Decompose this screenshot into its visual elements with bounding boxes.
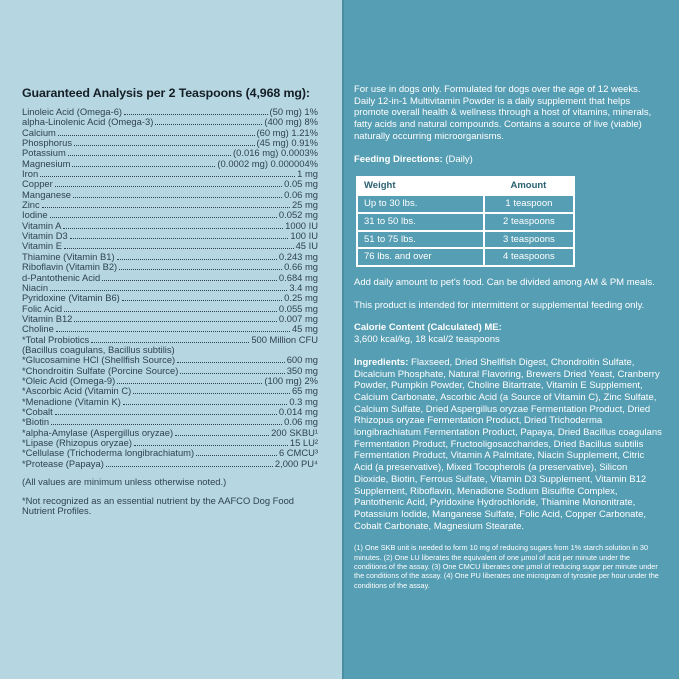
- nutrient-name: Riboflavin (Vitamin B2): [22, 261, 118, 273]
- dot-leader: [63, 228, 283, 229]
- dot-leader: [117, 259, 277, 260]
- analysis-row: [22, 397, 318, 407]
- nutrient-value: 6 CMCU³: [278, 447, 318, 459]
- nutrient-name: *Glucosamine HCl (Shellfish Source): [22, 354, 176, 366]
- analysis-list: [22, 107, 318, 469]
- dot-leader: [55, 414, 277, 415]
- feeding-directions-label: Feeding Directions:: [354, 153, 443, 165]
- analysis-row: [22, 231, 318, 241]
- dot-leader: [64, 311, 277, 312]
- dot-leader: [58, 135, 255, 136]
- feeding-table-body: [357, 195, 574, 266]
- nutrient-value: 65 mg: [291, 385, 318, 397]
- nutrient-name: Iron: [22, 168, 39, 180]
- dot-leader: [74, 321, 277, 322]
- dot-leader: [134, 445, 288, 446]
- nutrient-name: Vitamin E: [22, 240, 62, 252]
- nutrient-value: 45 IU: [295, 240, 318, 252]
- dot-leader: [74, 145, 254, 146]
- weight-cell: 51 to 75 lbs.: [357, 231, 484, 249]
- nutrient-name: *Total Probiotics: [22, 333, 90, 345]
- nutrient-value: 0.05 mg: [284, 178, 318, 190]
- nutrient-name: Choline: [22, 323, 54, 335]
- nutrient-value: 0.06 mg: [284, 416, 318, 428]
- dot-leader: [155, 124, 262, 125]
- dot-leader: [119, 269, 282, 270]
- dot-leader: [55, 186, 282, 187]
- analysis-row: [22, 200, 318, 210]
- nutrient-value: 2,000 PU⁴: [274, 457, 318, 469]
- nutrient-value: (100 mg) 2%: [264, 374, 318, 386]
- intro-paragraph: For use in dogs only. Formulated for dogs over the age of 12 weeks. Daily 12-in-1 Multivitamin Powder is a daily supplement that helps promote overall health & wellness through a host of vitamins, minerals, fatty acids and natural compounds. Contains a source of live (viable) naturally occurring microorganisms.: [354, 84, 652, 142]
- dot-leader: [64, 248, 294, 249]
- nutrient-value: (0.016 mg) 0.0003%: [233, 147, 318, 159]
- dot-leader: [50, 217, 277, 218]
- nutrient-value: 0.007 mg: [278, 312, 318, 324]
- analysis-row: [22, 324, 318, 334]
- minimum-values-note: (All values are minimum unless otherwise noted.): [22, 476, 227, 488]
- nutrient-value: 100 IU: [290, 230, 318, 242]
- nutrient-name: Pyridoxine (Vitamin B6): [22, 292, 120, 304]
- dot-leader: [91, 342, 249, 343]
- nutrient-name: Linoleic Acid (Omega-6): [22, 106, 123, 117]
- ingredients-paragraph: [354, 357, 664, 533]
- amount-cell: 3 teaspoons: [484, 231, 574, 249]
- dot-leader: [196, 455, 277, 456]
- nutrient-value: 0.684 mg: [278, 271, 318, 283]
- nutrient-name: Potassium: [22, 147, 66, 159]
- feeding-directions-table: [356, 176, 575, 267]
- nutrient-value: 0.052 mg: [278, 209, 318, 221]
- analysis-row: [22, 262, 318, 272]
- unit-footnotes: (1) One SKB unit is needed to form 10 mg of reducing sugars from 1% starch solution in 30 minutes. (2) One LU liberates the equivalent of one µmol of acid per minute under the conditions of the assay. (3) One CMCU liberates one µmol of reducing sugar per minute under the conditions of the assay. (4) One PU liberates one microgram of tyrosine per hour under the conditions of the assay.: [354, 543, 659, 590]
- analysis-row: [22, 190, 318, 200]
- nutrient-value: 0.014 mg: [278, 405, 318, 417]
- amount-cell: 2 teaspoons: [484, 213, 574, 231]
- nutrient-value: 1 mg: [297, 168, 318, 180]
- ingredients-label: Ingredients:: [354, 356, 409, 368]
- nutrient-value: 500 Million CFU: [251, 333, 318, 345]
- calorie-content-value: 3,600 kcal/kg, 18 kcal/2 teaspoons: [354, 334, 500, 346]
- nutrient-value: 200 SKBU¹: [271, 426, 318, 438]
- weight-cell: 76 lbs. and over: [357, 248, 484, 266]
- nutrient-name: Iodine: [22, 209, 48, 221]
- nutrient-name: *alpha-Amylase (Aspergillus oryzae): [22, 426, 174, 438]
- dot-leader: [70, 238, 289, 239]
- nutrient-name: *Biotin: [22, 416, 50, 428]
- amount-cell: 1 teaspoon: [484, 195, 574, 213]
- dot-leader: [123, 404, 287, 405]
- analysis-row: [22, 293, 318, 303]
- intermittent-feeding-note: This product is intended for intermittent or supplemental feeding only.: [354, 299, 645, 311]
- dot-leader: [73, 197, 282, 198]
- nutrient-name: Zinc: [22, 199, 40, 211]
- dot-leader: [56, 331, 290, 332]
- nutrient-value: (400 mg) 8%: [264, 116, 318, 128]
- nutrient-name: Copper: [22, 178, 53, 190]
- feeding-table-header-cell: Amount: [484, 177, 574, 195]
- nutrient-value: 45 mg: [291, 323, 318, 335]
- dot-leader: [124, 114, 267, 115]
- nutrient-name: Phosphorus: [22, 137, 73, 149]
- nutrient-name: *Oleic Acid (Omega-9): [22, 374, 116, 386]
- nutrient-value: 0.06 mg: [284, 188, 318, 200]
- nutrient-name: Niacin: [22, 281, 49, 293]
- aafco-note: *Not recognized as an essential nutrient by the AAFCO Dog Food Nutrient Profiles.: [22, 494, 295, 517]
- directions-panel: [342, 0, 679, 679]
- nutrient-value: (50 mg) 1%: [269, 106, 318, 117]
- dot-leader: [180, 373, 284, 374]
- nutrient-name: Vitamin B12: [22, 312, 73, 324]
- nutrient-value: (45 mg) 0.91%: [256, 137, 318, 149]
- dot-leader: [133, 393, 290, 394]
- nutrient-name: (Bacillus coagulans, Bacillus subtilis): [22, 343, 175, 355]
- feeding-table-row: [357, 231, 574, 249]
- dot-leader: [42, 207, 290, 208]
- weight-cell: 31 to 50 lbs.: [357, 213, 484, 231]
- analysis-row: [22, 210, 318, 220]
- nutrient-name: Folic Acid: [22, 302, 63, 314]
- nutrient-value: 15 LU²: [289, 437, 318, 448]
- dot-leader: [50, 290, 287, 291]
- dot-leader: [175, 435, 269, 436]
- dot-leader: [51, 424, 282, 425]
- nutrient-name: *Ascorbic Acid (Vitamin C): [22, 385, 132, 397]
- feeding-table-row: [357, 248, 574, 266]
- nutrient-value: 25 mg: [291, 199, 318, 211]
- weight-cell: Up to 30 lbs.: [357, 195, 484, 213]
- nutrient-name: d-Pantothenic Acid: [22, 271, 101, 283]
- analysis-row: [22, 169, 318, 179]
- nutrient-name: Calcium: [22, 126, 56, 138]
- nutrient-name: alpha-Linolenic Acid (Omega-3): [22, 116, 154, 128]
- nutrient-value: 0.243 mg: [278, 250, 318, 262]
- nutrient-name: *Cobalt: [22, 405, 53, 417]
- ingredients-text: Flaxseed, Dried Shellfish Digest, Chondroitin Sulfate, Dicalcium Phosphate, Natural Flavoring, Brewers Dried Yeast, Cranberry Powder, Pumpkin Powder, Choline Bitartrate, Vitamin E Supplement, Calcium Carbonate, Ascorbic Acid (a Source of Vitamin C), Zinc Sulfate, Calcium Sulfate, Dried Aspergillus oryzae Fermentation Product, Dried Rhizopus oryzae Fermentation Product, Dried Trichoderma longibrachiatum Fermentation Product, Papaya, Dried Bacillus coagulans Fermentation Product, Fructooligosaccharides, Dried Bacillus subtilis Fermentation Product, Vitamin A Palmitate, Niacin Supplement, Citric Acid (a preservative), Mixed Tocopherols (a preservative), Silicon Dioxide, Biotin, Ferrous Sulfate, Vitamin D3 Supplement, Vitamin B12 Supplement, Riboflavin, Menadione Sodium Bisulfite Complex, Pantothenic Acid, Pyridoxine Hydrochloride, Thiamine Mononitrate, Potassium Iodide, Manganese Sulfate, Folic Acid, Copper Carbonate, Cobalt Carbonate, Magnesium Stearate.: [354, 356, 662, 532]
- dot-leader: [122, 300, 282, 301]
- calorie-content-label: Calorie Content (Calculated) ME:: [354, 322, 502, 334]
- guaranteed-analysis-title: Guaranteed Analysis per 2 Teaspoons (4,968 mg):: [22, 86, 310, 100]
- dot-leader: [72, 166, 215, 167]
- nutrient-value: 1000 IU: [285, 219, 318, 231]
- nutrient-value: 0.25 mg: [284, 292, 318, 304]
- dot-leader: [68, 155, 231, 156]
- feeding-table-header-row: [357, 177, 574, 195]
- nutrient-name: Vitamin D3: [22, 230, 68, 242]
- nutrient-value: (60 mg) 1.21%: [256, 126, 318, 138]
- analysis-row: [22, 407, 318, 417]
- nutrient-name: *Chondroitin Sulfate (Porcine Source): [22, 364, 179, 376]
- dot-leader: [106, 466, 273, 467]
- feeding-table-row: [357, 213, 574, 231]
- nutrient-value: 600 mg: [286, 354, 318, 366]
- nutrient-value: 0.66 mg: [284, 261, 318, 273]
- nutrient-name: Manganese: [22, 188, 71, 200]
- nutrient-value: 3.4 mg: [289, 281, 318, 293]
- dot-leader: [102, 280, 277, 281]
- dot-leader: [177, 362, 285, 363]
- dot-leader: [40, 176, 295, 177]
- nutrient-name: Magnesium: [22, 157, 71, 169]
- feeding-directions-heading: [354, 154, 664, 166]
- nutrient-name: *Menadione (Vitamin K): [22, 395, 121, 407]
- analysis-row: [22, 459, 318, 469]
- amount-cell: 4 teaspoons: [484, 248, 574, 266]
- nutrient-name: *Lipase (Rhizopus oryzae): [22, 437, 132, 448]
- nutrient-name: Vitamin A: [22, 219, 62, 231]
- analysis-row: [22, 159, 318, 169]
- nutrient-name: Thiamine (Vitamin B1): [22, 250, 115, 262]
- nutrient-name: *Cellulase (Trichoderma longibrachiatum): [22, 447, 195, 459]
- nutrient-value: 0.3 mg: [289, 395, 318, 407]
- feeding-directions-suffix: (Daily): [442, 153, 473, 165]
- feeding-table-header-cell: Weight: [357, 177, 484, 195]
- nutrient-value: 350 mg: [286, 364, 318, 376]
- dot-leader: [117, 383, 262, 384]
- analysis-row: [22, 273, 318, 283]
- feeding-table-row: [357, 195, 574, 213]
- nutrient-name: *Protease (Papaya): [22, 457, 104, 469]
- analysis-row: [22, 314, 318, 324]
- nutrient-value: 0.055 mg: [278, 302, 318, 314]
- nutrient-value: (0.0002 mg) 0.000004%: [217, 157, 318, 169]
- add-daily-note: Add daily amount to pet's food. Can be divided among AM & PM meals.: [354, 277, 655, 289]
